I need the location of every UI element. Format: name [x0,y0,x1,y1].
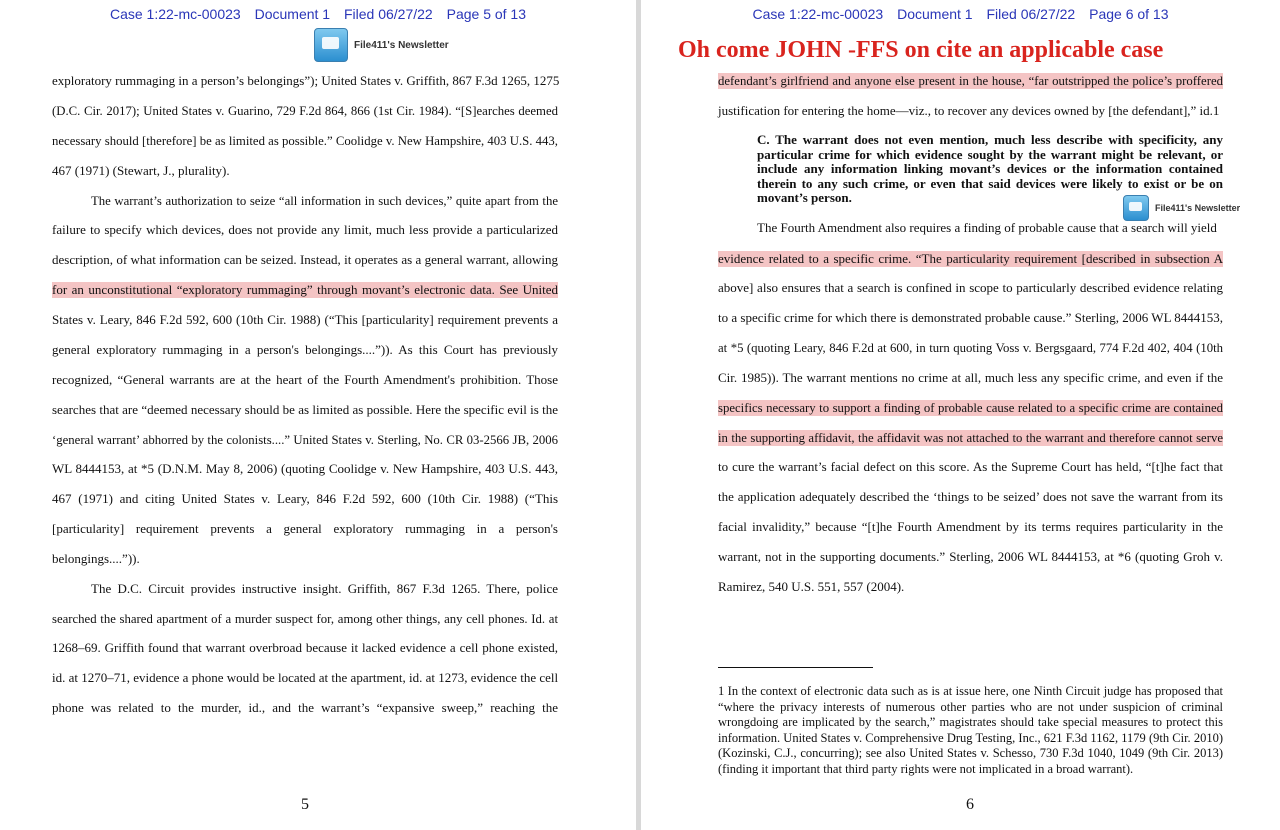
newsletter-watermark [1123,195,1240,221]
highlighted-text-line: specifics necessary to support a finding of probable cause related to a specific crime are contained [718,401,1223,415]
text-line: searched the shared apartment of a murder suspect for, among other things, any cell phones. Id. at [52,612,558,626]
text-line: ‘general warrant’ abhorred by the colonists....” United States v. Sterling, No. CR 03-2566 JB, 2006 [52,433,558,447]
footnote-rule [718,667,873,668]
text-line: to a specific crime for which there is demonstrated probable cause.” Sterling, 2006 WL 8444153, [718,310,1224,325]
case-number: Case 1:22-mc-00023 [752,6,884,22]
text-line: belongings....”)). [52,551,140,566]
page-number: 6 [966,796,974,813]
text-line: States v. Leary, 846 F.2d 592, 600 (10th Cir. 1988) (“This [particularity] requirement prevents a [52,312,558,327]
document-number: Document 1 [254,6,331,22]
text-line: phone was related to the murder, id., and the warrant’s “expansive sweep,” reaching the [52,700,558,715]
text-line: at *5 (quoting Leary, 846 F.2d at 600, in turn quoting Voss v. Bergsgaard, 774 F.2d 402, 404 (10th [718,341,1223,355]
text-line: The Fourth Amendment also requires a finding of probable cause that a search will yield [757,220,1217,235]
newsletter-logo-icon [1123,195,1149,221]
text-line: The D.C. Circuit provides instructive insight. Griffith, 867 F.3d 1265. There, police [91,581,558,596]
text-line: 467 (1971) (Stewart, J., plurality). [52,163,230,178]
text-line: warrant, not in the supporting documents.” Sterling, 2006 WL 8444153, at *6 (quoting Groh v. [718,549,1223,564]
text-line: id. at 1270–71, evidence a phone would be located at the apartment, id. at 1273, evidence the cell [52,670,559,685]
court-header [641,6,1280,22]
text-line: Ramirez, 540 U.S. 551, 557 (2004). [718,579,905,594]
highlighted-text-line: evidence related to a specific crime. “The particularity requirement [described in subsection A [718,251,1223,266]
text-line: recognized, “General warrants are at the heart of the Fourth Amendment's prohibition. Those [52,372,558,387]
highlighted-text-line: for an unconstitutional “exploratory rummaging” through movant’s electronic data. See United [52,282,558,297]
text-line: (D.C. Cir. 2017); United States v. Guarino, 729 F.2d 864, 866 (1st Cir. 1984). “[S]earches deemed [52,104,558,118]
court-header [0,6,636,22]
text-line: above] also ensures that a search is confined in scope to particularly described evidence relating [718,280,1223,295]
footnote: 1 In the context of electronic data such as is at issue here, one Ninth Circuit judge has proposed that “where the privacy interests of numerous other parties who are not under suspicion of criminal wrongdoing are implicated by the search,” magistrates should take special measures to protect this information. United States v. Comprehensive Drug Testing, Inc., 621 F.3d 1162, 1179 (9th Cir. 2010) (Kozinski, C.J., concurring); see also United States v. Schesso, 730 F.3d 1040, 1049 (9th Cir. 2013) (finding it important that third party rights were not implicated in a broad warrant). [718,684,1223,776]
text-line: general exploratory rummaging in a person's belongings....”)). As this Court has previously [52,342,558,357]
filed-date: Filed 06/27/22 [343,6,433,22]
text-line: to cure the warrant’s facial defect on this score. As the Supreme Court has held, “[t]he fact that [718,459,1223,474]
text-line: justification for entering the home—viz., to recover any devices owned by [the defendant],” id.1 [718,103,1220,118]
newsletter-label: File411's Newsletter [1155,203,1241,213]
page-number: 5 [301,796,309,813]
highlighted-text-line: in the supporting affidavit, the affidavit was not attached to the warrant and therefore cannot serve [718,431,1223,445]
text-line: Cir. 1985)). The warrant mentions no crime at all, much less any specific crime, and even if the [718,370,1223,385]
section-heading-c: C. The warrant does not even mention, much less describe with specificity, any particular crime for which evidence sought by the warrant might be relevant, or include any information linking movant’s devices or the information contained therein to any such crime, or even that said devices were likely to exist or be on movant’s person. [757,132,1223,205]
text-line: The warrant’s authorization to seize “all information in such devices,” quite apart from the [91,194,558,208]
newsletter-label: File411's Newsletter [354,39,449,51]
highlighted-text-line: defendant’s girlfriend and anyone else present in the house, “far outstripped the police’s proffered [718,74,1223,88]
text-line: failure to specify which devices, does not provide any limit, much less provide a particularized [52,222,558,237]
red-annotation: Oh come JOHN -FFS on cite an applicable case [678,37,1164,63]
text-line: [particularity] requirement prevents a general exploratory rummaging in a person's [52,521,558,536]
text-line: facial invalidity,” because “[t]he Fourth Amendment by its terms requires particularity in the [718,519,1223,534]
newsletter-logo-icon [314,28,348,62]
newsletter-watermark [314,28,449,62]
page-count: Page 5 of 13 [446,6,527,22]
text-line: the application adequately described the ‘things to be seized’ does not save the warrant from its [718,489,1223,504]
text-line: searches that are “deemed necessary should be as limited as possible. Here the specific evil is the [52,402,558,417]
text-line: WL 8444153, at *5 (D.N.M. May 8, 2006) (quoting Coolidge v. New Hampshire, 403 U.S. 443, [52,461,558,476]
text-line: exploratory rummaging in a person’s belongings”); United States v. Griffith, 867 F.3d 1265, 1275 [52,73,560,88]
document-number: Document 1 [897,6,973,22]
document-page-5 [0,0,636,830]
text-line: 1268–69. Griffith found that warrant overbroad because it lacked evidence a cell phone existed, [52,640,558,655]
text-line: necessary should [therefore] be as limited as possible.” Coolidge v. New Hampshire, 403 U.S. 443, [52,134,558,148]
filed-date: Filed 06/27/22 [986,6,1076,22]
page-count: Page 6 of 13 [1089,6,1169,22]
text-line: description, of what information can be seized. Instead, it operates as a general warrant, allowing [52,252,558,267]
text-line: 467 (1971) and citing United States v. Leary, 846 F.2d 592, 600 (10th Cir. 1988) (“This [52,491,558,506]
case-number: Case 1:22-mc-00023 [109,6,241,22]
